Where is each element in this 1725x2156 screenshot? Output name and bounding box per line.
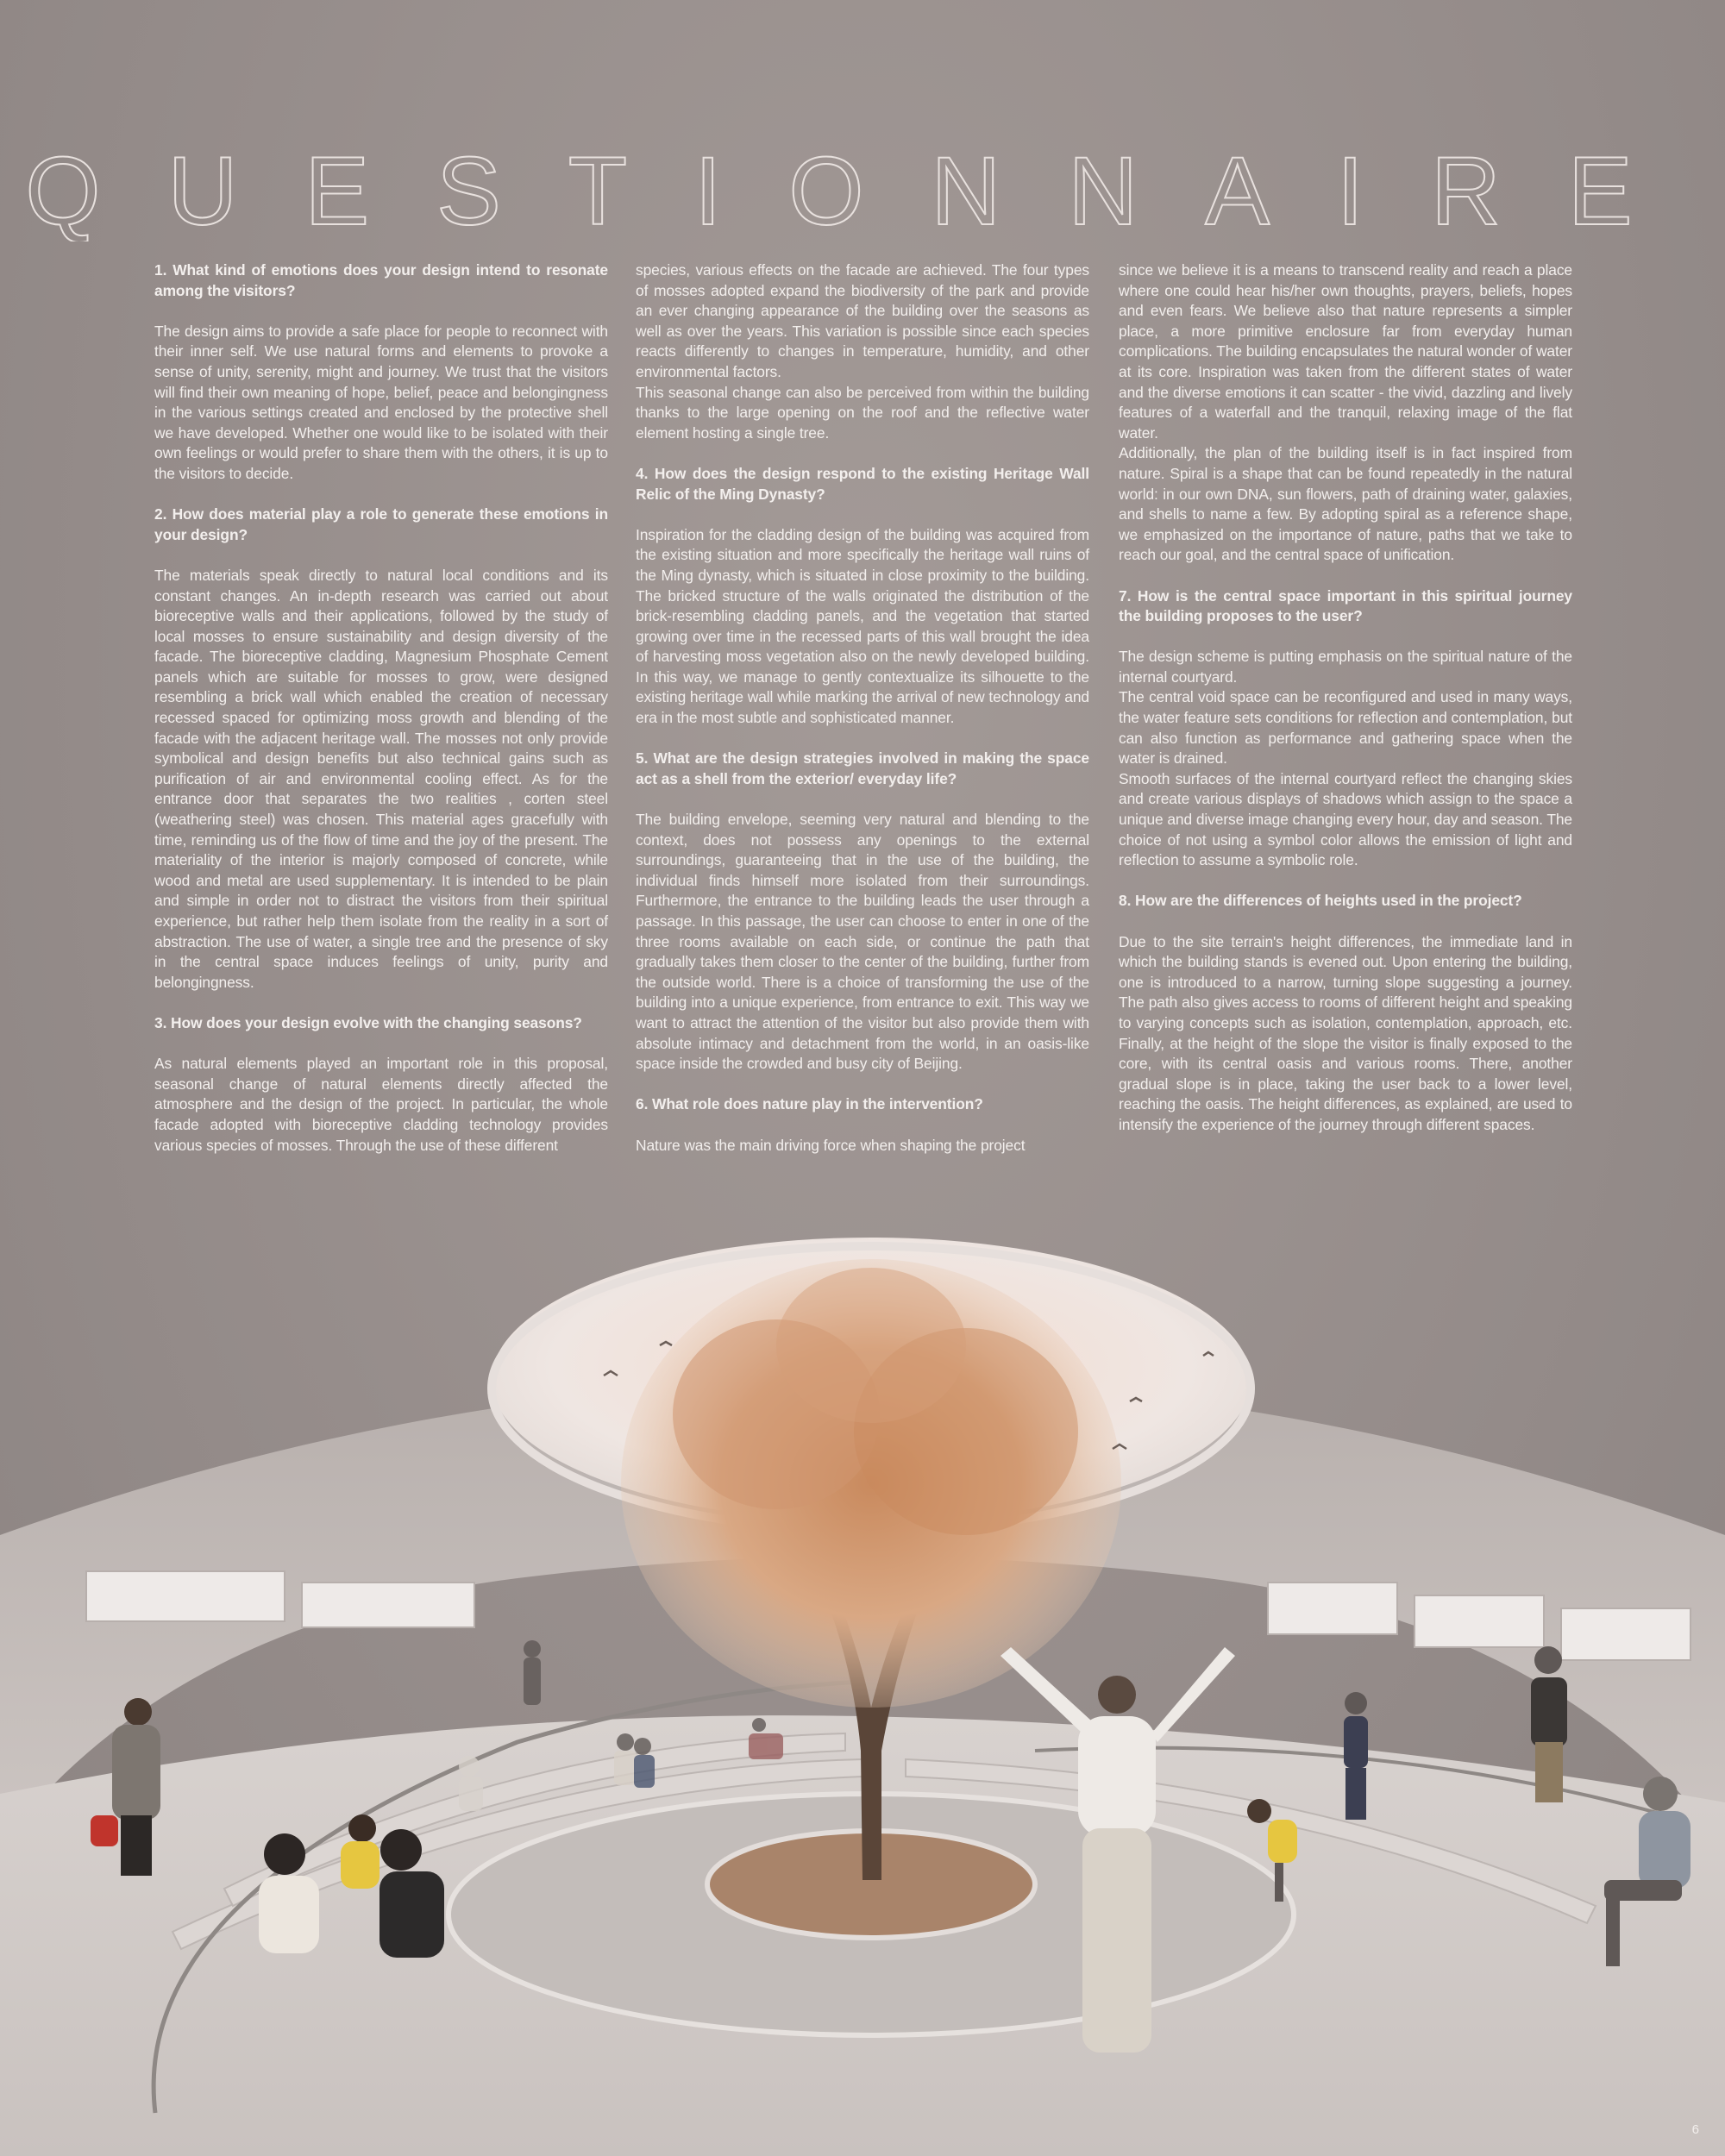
answer-7-part-2: The central void space can be reconfigured and used in many ways, the water feature sets conditions for reflection and contemplation, but can also function as performance and gathering space when the water is drained. <box>1119 688 1572 768</box>
question-8: 8. How are the differences of heights used in the project? <box>1119 892 1522 910</box>
question-4: 4. How does the design respond to the existing Heritage Wall Relic of the Ming Dynasty? <box>636 464 1089 503</box>
answer-7-part-1: The design scheme is putting emphasis on the spiritual nature of the internal courtyard. <box>1119 648 1572 686</box>
answer-7-part-3: Smooth surfaces of the internal courtyard reflect the changing skies and create various displays of shadows which assign to the space a unique and diverse image changing every hour, day and season. The choice of not using a symbol color allows the emission of light and reflection to assume a symbolic role. <box>1119 769 1572 869</box>
answer-3-part-2: species, various effects on the facade are achieved. The four types of mosses adopted expand the biodiversity of the park and provide an ever changing appearance of the building over the seasons as well as over the years. This variation is possible since each species reacts differently to changes in temperature, humidity, and other environmental factors. <box>636 261 1089 380</box>
question-2: 2. How does material play a role to generate these emotions in your design? <box>154 505 608 543</box>
walking-man <box>1344 1692 1368 1820</box>
question-7: 7. How is the central space important in this spiritual journey the building proposes to the user? <box>1119 586 1572 625</box>
courtyard-rendering <box>0 1225 1725 2156</box>
page-title-text: QUESTIONNAIRE <box>25 138 1700 241</box>
text-column-3 <box>1119 260 1572 1156</box>
text-column-2 <box>636 260 1089 1176</box>
question-5: 5. What are the design strategies involved in making the space act as a shell from the exterior/ everyday life? <box>636 749 1089 787</box>
text-column-1 <box>154 260 608 1176</box>
question-3: 3. How does your design evolve with the changing seasons? <box>154 1013 582 1031</box>
answer-8: Due to the site terrain's height differences, the immediate land in which the building stands is evened out. Upon entering the building, one is introduced to a narrow, turning slope suggesting a journey. The path also gives access to rooms of different height and speaking to varying concepts such as isolation, contemplation, approach, etc. Finally, at the height of the slope the visitor is finally exposed to the core, with its central oasis and various rooms. There, another gradual slope is in place, taking the user back to a lower level, reaching the oasis. The height differences, as explained, are used to intensify the experience of the journey through different spaces. <box>1119 932 1572 1133</box>
question-1: 1. What kind of emotions does your design intend to resonate among the visitors? <box>154 261 608 299</box>
answer-5: The building envelope, seeming very natural and blending to the context, does not possess any openings to the external surroundings, guaranteeing that in the use of the building, the individual finds himself more isolated from their surroundings. Furthermore, the entrance to the building leads the user through a passage. In this passage, the user can choose to enter in one of the three rooms available on each side, or continue the path that gradually takes them closer to the center of the building, further from the outside world. There is a choice of transforming the use of the building into a unique experience, from entrance to exit. This way we want to attract the attention of the visitor but also provide them with absolute intimacy and detachment from the world, in an oasis-like space inside the crowded and busy city of Beijing. <box>636 811 1089 1073</box>
page-title <box>0 138 1725 241</box>
answer-6-part-3: Additionally, the plan of the building itself is in fact inspired from nature. Spiral is a shape that can be found repeatedly in the natural world: in our own DNA, sun flowers, path of draining water, galaxies, and shells to name a few. By adopting spiral as a reference shape, we emphasized on the importance of nature, paths that we take to reach our goal, and the central space of unification. <box>1119 444 1572 564</box>
question-6: 6. What role does nature play in the intervention? <box>636 1095 983 1113</box>
answer-1: The design aims to provide a safe place for people to reconnect with their inner self. We use natural forms and elements to provoke a sense of unity, serenity, might and journey. We trust that the visitors will find their own meaning of hope, belief, peace and belongingness in the various settings created and enclosed by the protective shell we have developed. Whether one would like to be isolated with their own feelings or would prefer to share them with the others, it is up to the visitors to decide. <box>154 322 608 482</box>
answer-3-part-3: This seasonal change can also be perceived from within the building thanks to the large opening on the roof and the reflective water element hosting a single tree. <box>636 383 1089 442</box>
page-number: 6 <box>1691 2122 1699 2137</box>
answer-4: Inspiration for the cladding design of the building was acquired from the existing situation and more specifically the heritage wall ruins of the Ming dynasty, which is situated in close proximity to the building. The bricked structure of the walls originated the distribution of the brick-resembling cladding panels, and the vegetation that started growing over time in the recessed parts of this wall brought the idea of harvesting moss vegetation also on the newly developed building. In this way, we manage to gently contextualize its silhouette to the existing heritage wall while marking the arrival of new technology and era in the most subtle and sophisticated manner. <box>636 525 1089 727</box>
answer-3-part-1: As natural elements played an important role in this proposal, seasonal change of natural elements directly affected the atmosphere and the design of the project. In particular, the whole facade adopted with bioreceptive cladding technology provides various species of mosses. Through the use of these different <box>154 1055 608 1154</box>
answer-6-part-2: since we believe it is a means to transcend reality and reach a place where one could hear his/her own thoughts, prayers, beliefs, hopes and even fears. We believe also that nature represents a simpler place, a more primitive enclosure far from everyday human complications. The building encapsulates the natural wonder of water at its core. Inspiration was taken from the different states of water and the diverse emotions it can scatter - the vivid, dazzling and lively features of a waterfall and the tranquil, relaxing image of the flat water. <box>1119 261 1572 442</box>
answer-2: The materials speak directly to natural local conditions and its constant changes. An in-depth research was carried out about bioreceptive walls and their applications, followed by the study of local mosses to ensure sustainability and design diversity of the facade. The bioreceptive cladding, Magnesium Phosphate Cement panels which are suitable for mosses to grow, were designed resembling a brick wall which enabled the creation of necessary recessed spaced for optimizing moss growth and blending of the facade with the adjacent heritage wall. The mosses not only provide symbolical and design benefits but also technical gains such as purification of air and environmental cooling effect. As for the entrance door that separates the two realities , corten steel (weathering steel) was chosen. This material ages gracefully with time, reminding us of the flow of time and the joy of the present. The materiality of the interior is majorly composed of concrete, while wood and metal are used supplementary. It is intended to be plain and simple in order not to distract the visitors from their spiritual experience, but rather help them isolate from the reality in a sort of abstraction. The use of water, a single tree and the presence of sky in the central space induces feelings of unity, purity and belongingness. <box>154 566 608 991</box>
answer-6-part-1: Nature was the main driving force when shaping the project <box>636 1136 1026 1154</box>
